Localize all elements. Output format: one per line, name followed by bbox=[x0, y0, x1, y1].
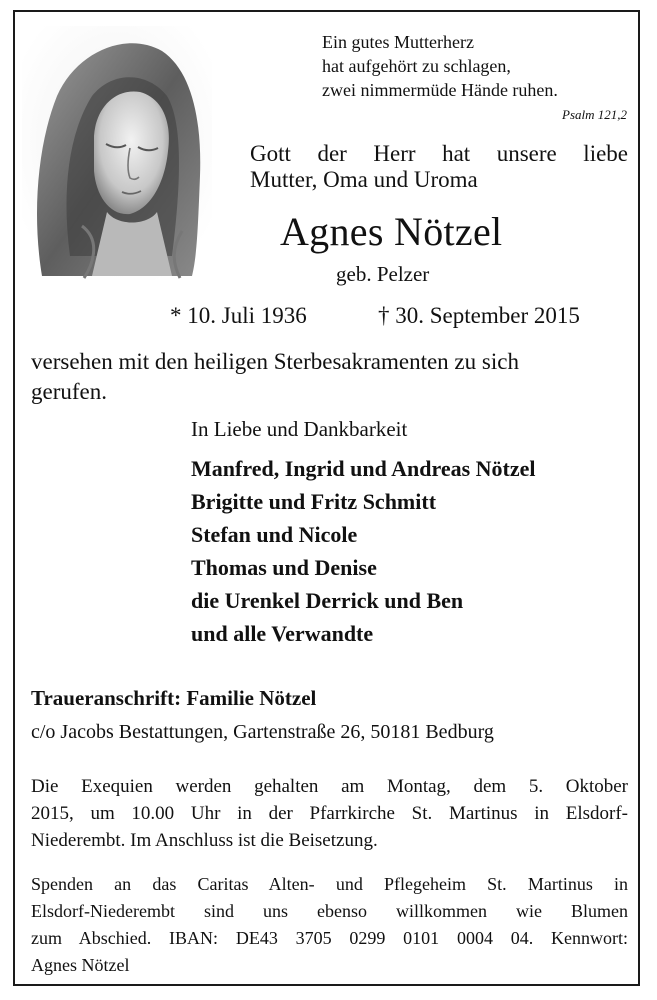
verse-source: Psalm 121,2 bbox=[562, 107, 627, 122]
donations-paragraph bbox=[31, 871, 628, 979]
address-title: Traueranschrift: Familie Nötzel bbox=[31, 686, 317, 710]
body-line-1: versehen mit den heiligen Sterbesakramenten zu sich bbox=[31, 349, 519, 374]
funeral-line: 2015, um 10.00 Uhr in der Pfarrkirche St. Martinus in Elsdorf- bbox=[31, 803, 628, 824]
donations-line: zum Abschied. IBAN: DE43 3705 0299 0101 0004 04. Kennwort: bbox=[31, 928, 628, 948]
deceased-name: Agnes Nötzel bbox=[280, 209, 503, 254]
mourner-line: Brigitte und Fritz Schmitt bbox=[191, 489, 437, 514]
verse-line-1: Ein gutes Mutterherz bbox=[322, 32, 474, 52]
mourner-line: und alle Verwandte bbox=[191, 621, 374, 646]
donations-line: Agnes Nötzel bbox=[31, 955, 130, 975]
intro-line-2: Mutter, Oma und Uroma bbox=[250, 167, 478, 192]
funeral-paragraph bbox=[31, 773, 628, 854]
mourners-list bbox=[191, 452, 536, 650]
mourner-line: Manfred, Ingrid und Andreas Nötzel bbox=[191, 456, 536, 481]
body-text bbox=[31, 347, 519, 407]
body-line-2: gerufen. bbox=[31, 379, 107, 404]
mourner-line: Thomas und Denise bbox=[191, 555, 377, 580]
death-date: † 30. September 2015 bbox=[378, 303, 580, 328]
madonna-portrait bbox=[22, 26, 212, 280]
mourner-line: Stefan und Nicole bbox=[191, 522, 358, 547]
donations-line: Elsdorf-Niederembt sind uns ebenso willkommen wie Blumen bbox=[31, 901, 628, 921]
verse-line-3: zwei nimmermüde Hände ruhen. bbox=[322, 80, 558, 100]
donations-line: Spenden an das Caritas Alten- und Pflegeheim St. Martinus in bbox=[31, 874, 628, 894]
thanks-line: In Liebe und Dankbarkeit bbox=[191, 417, 408, 441]
mourner-line: die Urenkel Derrick und Ben bbox=[191, 588, 464, 613]
birth-date: * 10. Juli 1936 bbox=[170, 303, 307, 328]
funeral-line: Niederembt. Im Anschluss ist die Beisetzung. bbox=[31, 830, 378, 851]
funeral-line: Die Exequien werden gehalten am Montag, dem 5. Oktober bbox=[31, 776, 628, 797]
address-line: c/o Jacobs Bestattungen, Gartenstraße 26, 50181 Bedburg bbox=[31, 721, 494, 743]
intro-line-1: Gott der Herr hat unsere liebe bbox=[250, 141, 628, 166]
verse-line-2: hat aufgehört zu schlagen, bbox=[322, 56, 511, 76]
birth-name: geb. Pelzer bbox=[336, 262, 430, 286]
intro-text bbox=[250, 141, 628, 193]
